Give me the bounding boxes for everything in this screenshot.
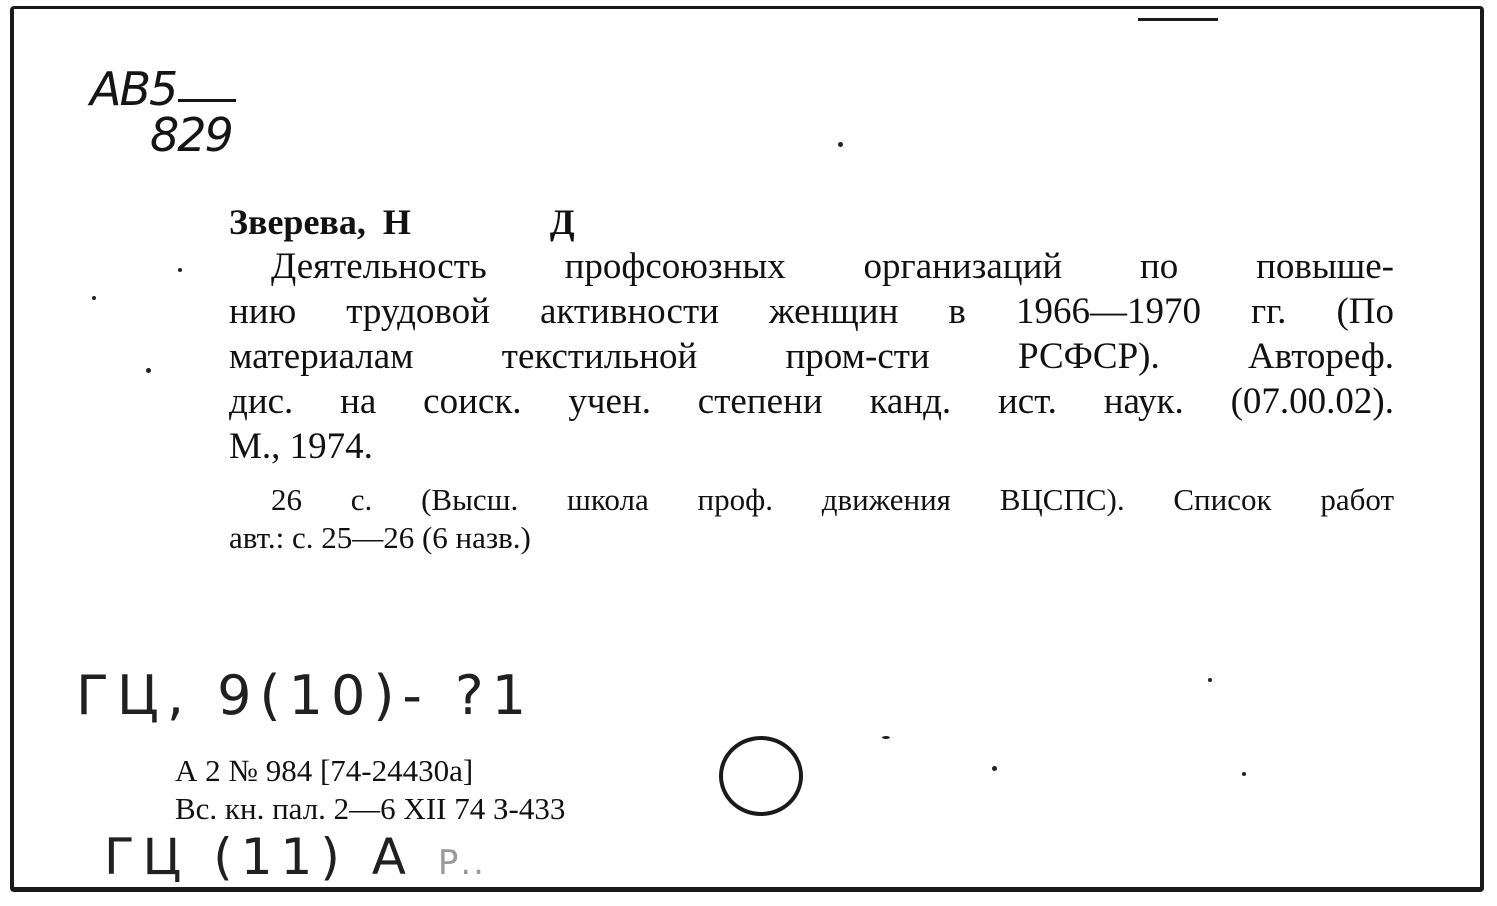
speck bbox=[882, 736, 890, 739]
speck bbox=[178, 268, 182, 272]
speck bbox=[92, 296, 96, 300]
call-number-rule bbox=[178, 99, 236, 102]
imprint-line-1: А 2 № 984 [74-24430а] bbox=[175, 753, 474, 788]
title-line-4: дис. на соиск. учен. степени канд. ист. наук. (07.00.02). bbox=[229, 381, 1394, 422]
author-surname: Зверева, bbox=[229, 202, 366, 242]
collation-line-1: 26 с. (Высш. школа проф. движения ВЦСПС). Список работ bbox=[271, 482, 1394, 517]
punch-hole bbox=[719, 736, 803, 816]
classification-secondary-main: ГЦ (11) А bbox=[104, 828, 414, 886]
imprint-block bbox=[175, 752, 565, 828]
imprint-line-2: Вс. кн. пал. 2—6 XII 74 З-433 bbox=[175, 791, 566, 826]
author-heading bbox=[229, 200, 1394, 244]
classification-secondary bbox=[104, 828, 486, 886]
speck bbox=[992, 766, 997, 771]
speck bbox=[1242, 772, 1246, 776]
collation-line-2: авт.: с. 25—26 (6 назв.) bbox=[229, 520, 531, 555]
classification-secondary-faint: Р.. bbox=[437, 843, 486, 883]
call-number-top: АВ5 bbox=[90, 62, 177, 116]
card-top-tab bbox=[1138, 6, 1218, 21]
bibliographic-entry bbox=[229, 200, 1394, 557]
author-initial-1: Н bbox=[382, 202, 411, 242]
call-number-bottom: 829 bbox=[150, 108, 232, 162]
collation bbox=[229, 481, 1394, 557]
title-line-1: Деятельность профсоюзных организаций по повыше- bbox=[271, 246, 1394, 287]
title-line-3: материалам текстильной пром-сти РСФСР). Автореф. bbox=[229, 336, 1394, 377]
author-initial-2: Д bbox=[549, 202, 575, 242]
classification-primary: ГЦ, 9(10)- ?1 bbox=[76, 664, 535, 727]
speck bbox=[838, 142, 843, 147]
title-line-5: М., 1974. bbox=[229, 426, 373, 467]
title-line-2: нию трудовой активности женщин в 1966—1970 гг. (По bbox=[229, 291, 1394, 332]
speck bbox=[1208, 678, 1212, 682]
speck bbox=[146, 368, 151, 373]
